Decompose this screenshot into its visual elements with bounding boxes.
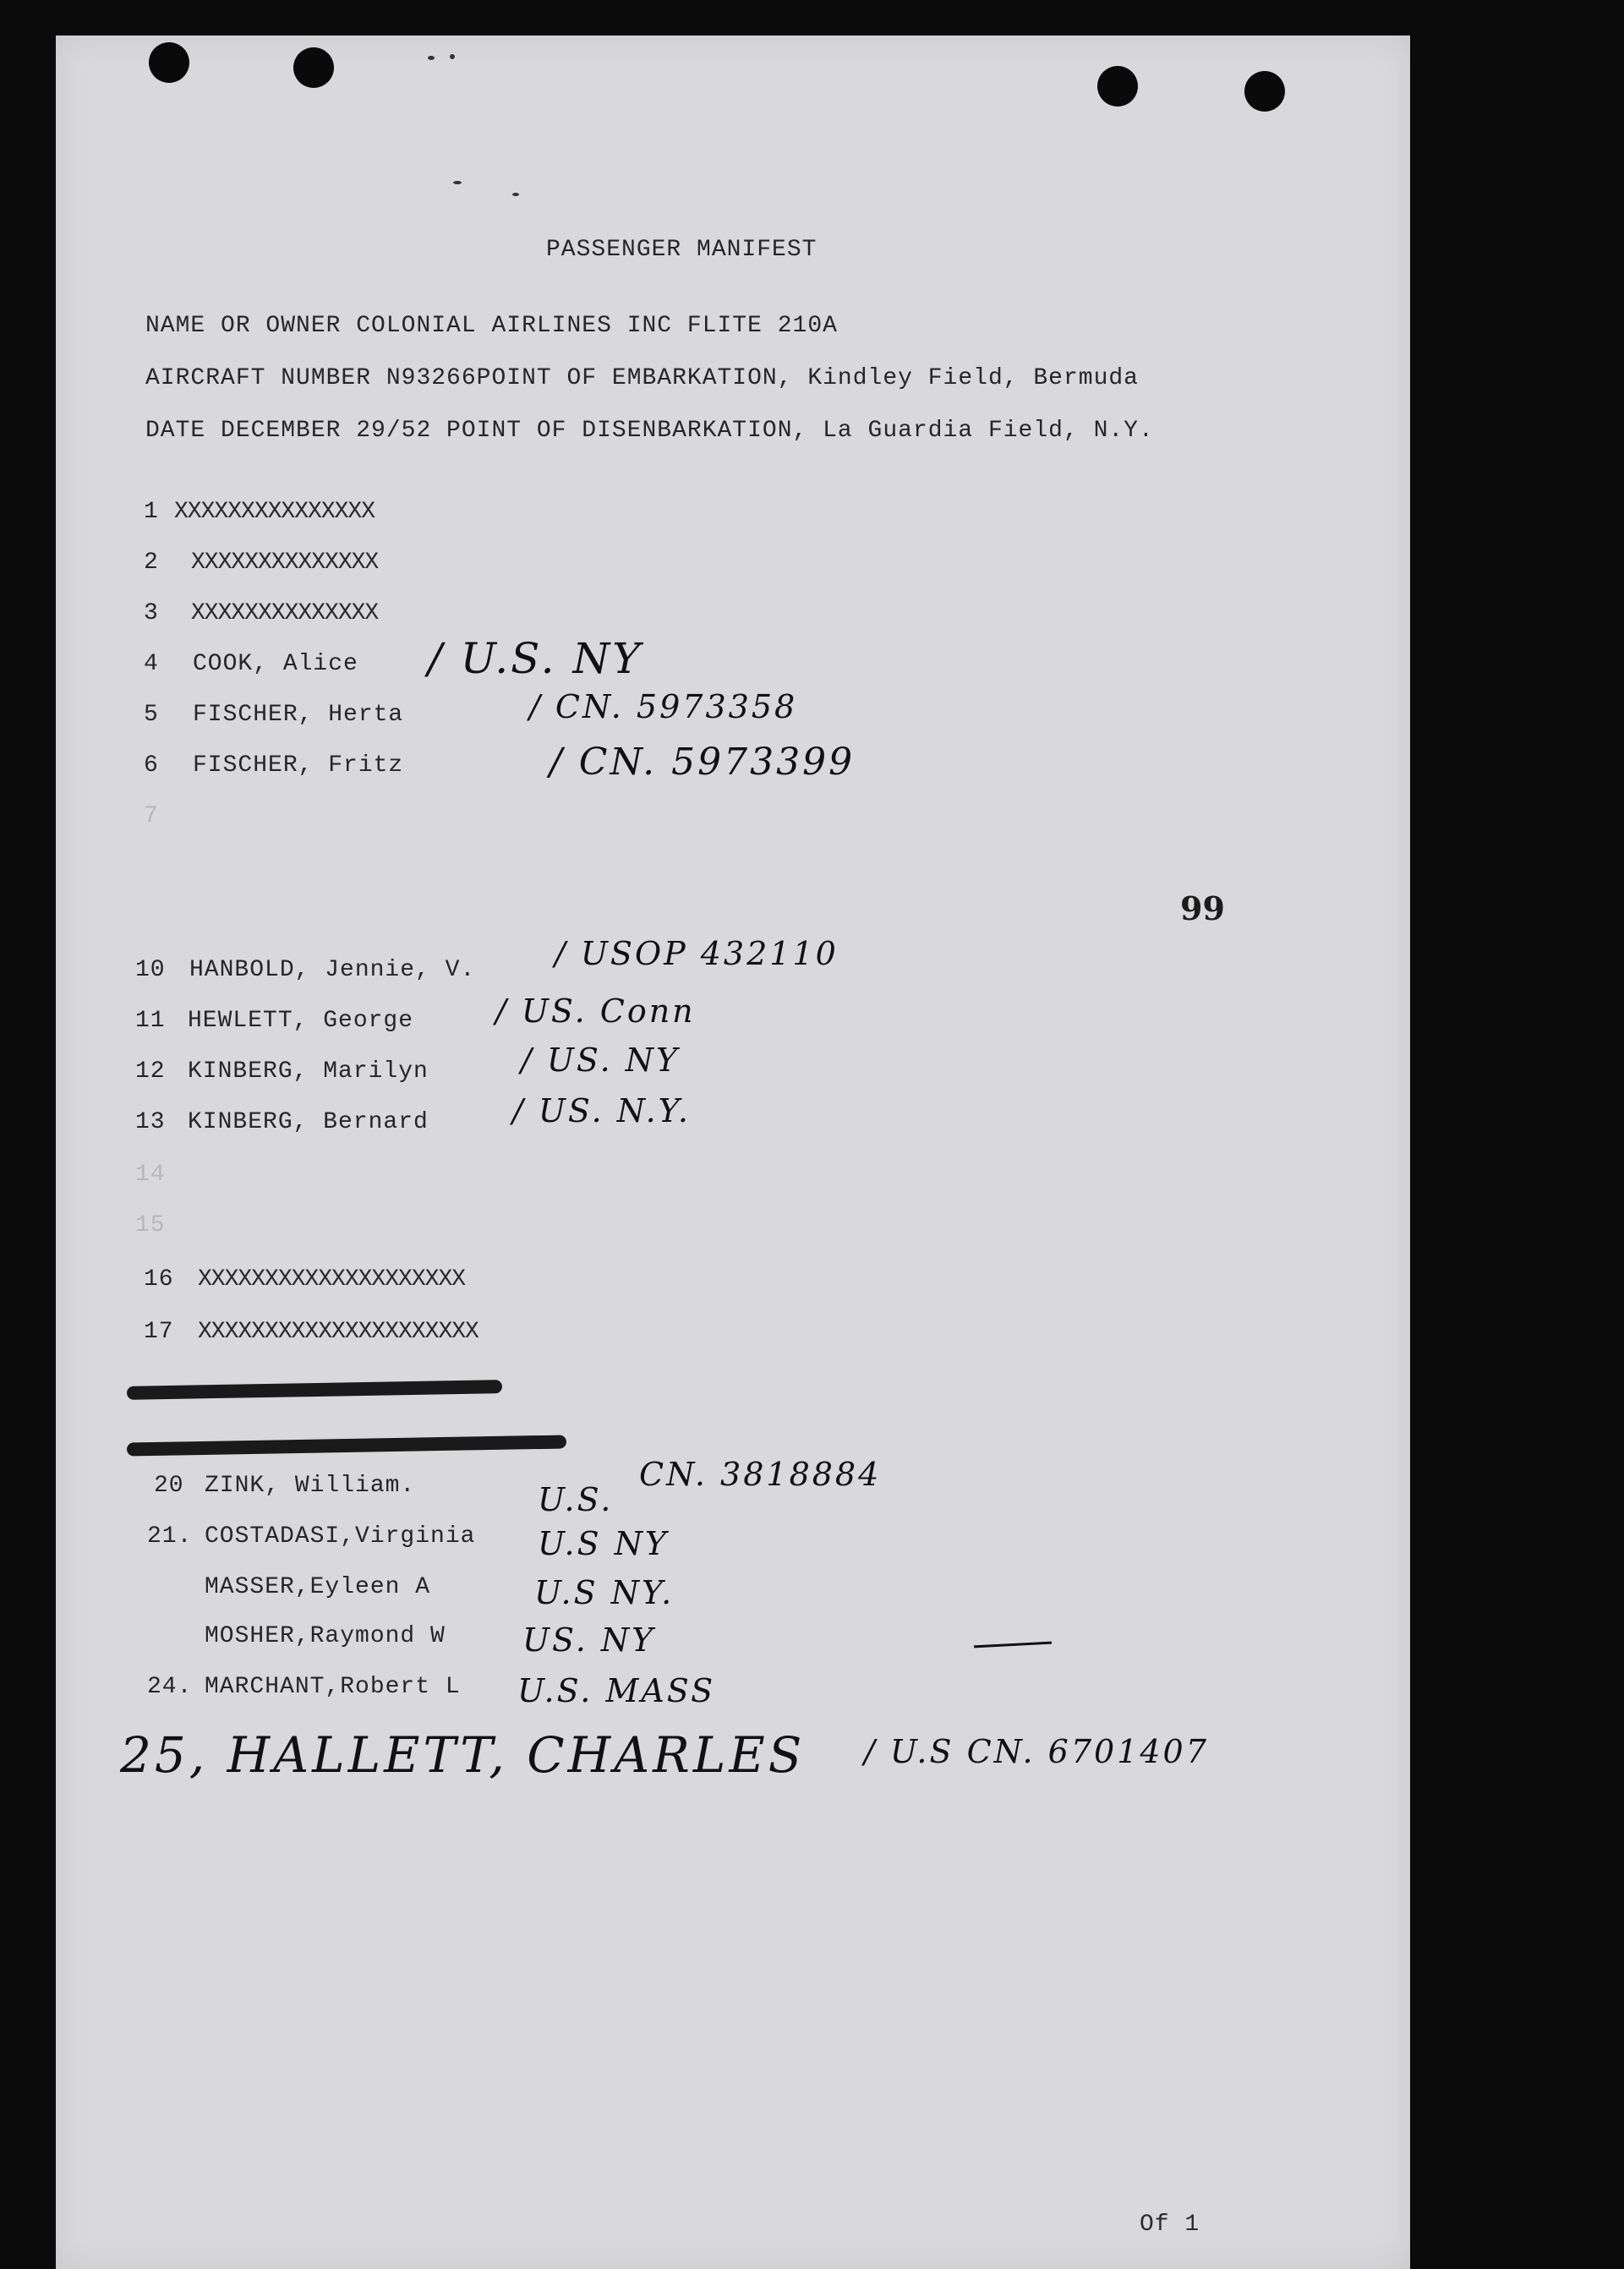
strike-scribble (127, 1435, 566, 1456)
passenger-name: XXXXXXXXXXXXXX (191, 549, 379, 576)
handwritten-note: / USOP 432110 (555, 935, 839, 972)
ink-speck (450, 54, 455, 59)
passenger-name: FISCHER, Fritz (193, 752, 404, 779)
passenger-number: 14 (135, 1162, 166, 1188)
passenger-name: COSTADASI,Virginia (205, 1523, 476, 1550)
punch-hole (149, 42, 189, 83)
handwritten-note: U.S NY (538, 1525, 670, 1562)
passenger-number: 11 (135, 1008, 166, 1034)
passenger-name: KINBERG, Bernard (188, 1109, 429, 1135)
passenger-name: COOK, Alice (193, 651, 358, 677)
handwritten-note: / CN. 5973399 (550, 741, 856, 784)
passenger-number: 2 (144, 549, 159, 576)
passenger-name: HANBOLD, Jennie, V. (189, 957, 476, 983)
passenger-number: 12 (135, 1058, 166, 1085)
passenger-name: KINBERG, Marilyn (188, 1058, 429, 1085)
passenger-number: 7 (144, 803, 159, 829)
passenger-name: MARCHANT,Robert L (205, 1674, 461, 1700)
manifest-title: PASSENGER MANIFEST (546, 237, 817, 263)
passenger-number: 10 (135, 957, 166, 983)
passenger-name: MOSHER,Raymond W (205, 1623, 446, 1649)
handwritten-dash (974, 1642, 1052, 1648)
punch-hole (293, 47, 334, 88)
passenger-number: 5 (144, 702, 159, 728)
ink-speck (512, 193, 519, 196)
passenger-number: 1 (144, 499, 159, 525)
punch-hole (1244, 71, 1285, 112)
handwritten-note: CN. 3818884 (639, 1456, 882, 1493)
ink-speck (453, 181, 462, 184)
handwritten-note: / U.S CN. 6701407 (864, 1733, 1209, 1770)
handwritten-note: / US. NY (521, 1042, 681, 1079)
aircraft-line: AIRCRAFT NUMBER N93266POINT OF EMBARKATION, Kindley Field, Bermuda (145, 365, 1139, 391)
page-number: 99 (1180, 889, 1225, 927)
strike-scribble (127, 1380, 502, 1400)
passenger-number: 3 (144, 600, 159, 626)
passenger-number: 16 (144, 1266, 174, 1293)
passenger-name: HEWLETT, George (188, 1008, 414, 1034)
passenger-number: 21. (147, 1523, 193, 1550)
owner-line: NAME OR OWNER COLONIAL AIRLINES INC FLITE 210A (145, 313, 838, 339)
handwritten-note: / US. Conn (495, 992, 696, 1030)
passenger-number: 13 (135, 1109, 166, 1135)
passenger-number: 17 (144, 1319, 174, 1345)
passenger-name: XXXXXXXXXXXXXXXXXXXXX (198, 1319, 478, 1345)
date-line: DATE DECEMBER 29/52 POINT OF DISENBARKATION, La Guardia Field, N.Y. (145, 418, 1154, 444)
ink-speck (428, 56, 435, 60)
handwritten-note: / CN. 5973358 (529, 688, 798, 725)
page-footer: Of 1 (1140, 2212, 1200, 2238)
handwritten-note: U.S. (538, 1481, 614, 1518)
passenger-name: XXXXXXXXXXXXXXX (174, 499, 375, 525)
punch-hole (1097, 66, 1138, 107)
passenger-name: ZINK, William. (205, 1473, 416, 1499)
passenger-number: 24. (147, 1674, 193, 1700)
handwritten-note: US. NY (522, 1621, 656, 1659)
handwritten-passenger-name: 25, HALLETT, CHARLES (120, 1726, 806, 1784)
passenger-number: 4 (144, 651, 159, 677)
manifest-page (56, 36, 1410, 2269)
passenger-number: 15 (135, 1212, 166, 1238)
handwritten-note: / U.S. NY (428, 634, 643, 683)
passenger-name: FISCHER, Herta (193, 702, 404, 728)
passenger-name: MASSER,Eyleen A (205, 1574, 431, 1600)
handwritten-note: / US. N.Y. (512, 1092, 691, 1129)
handwritten-note: U.S. MASS (517, 1672, 716, 1709)
passenger-number: 6 (144, 752, 159, 779)
passenger-name: XXXXXXXXXXXXXX (191, 600, 379, 626)
passenger-number: 20 (154, 1473, 184, 1499)
passenger-name: XXXXXXXXXXXXXXXXXXXX (198, 1266, 466, 1293)
handwritten-note: U.S NY. (534, 1574, 675, 1611)
